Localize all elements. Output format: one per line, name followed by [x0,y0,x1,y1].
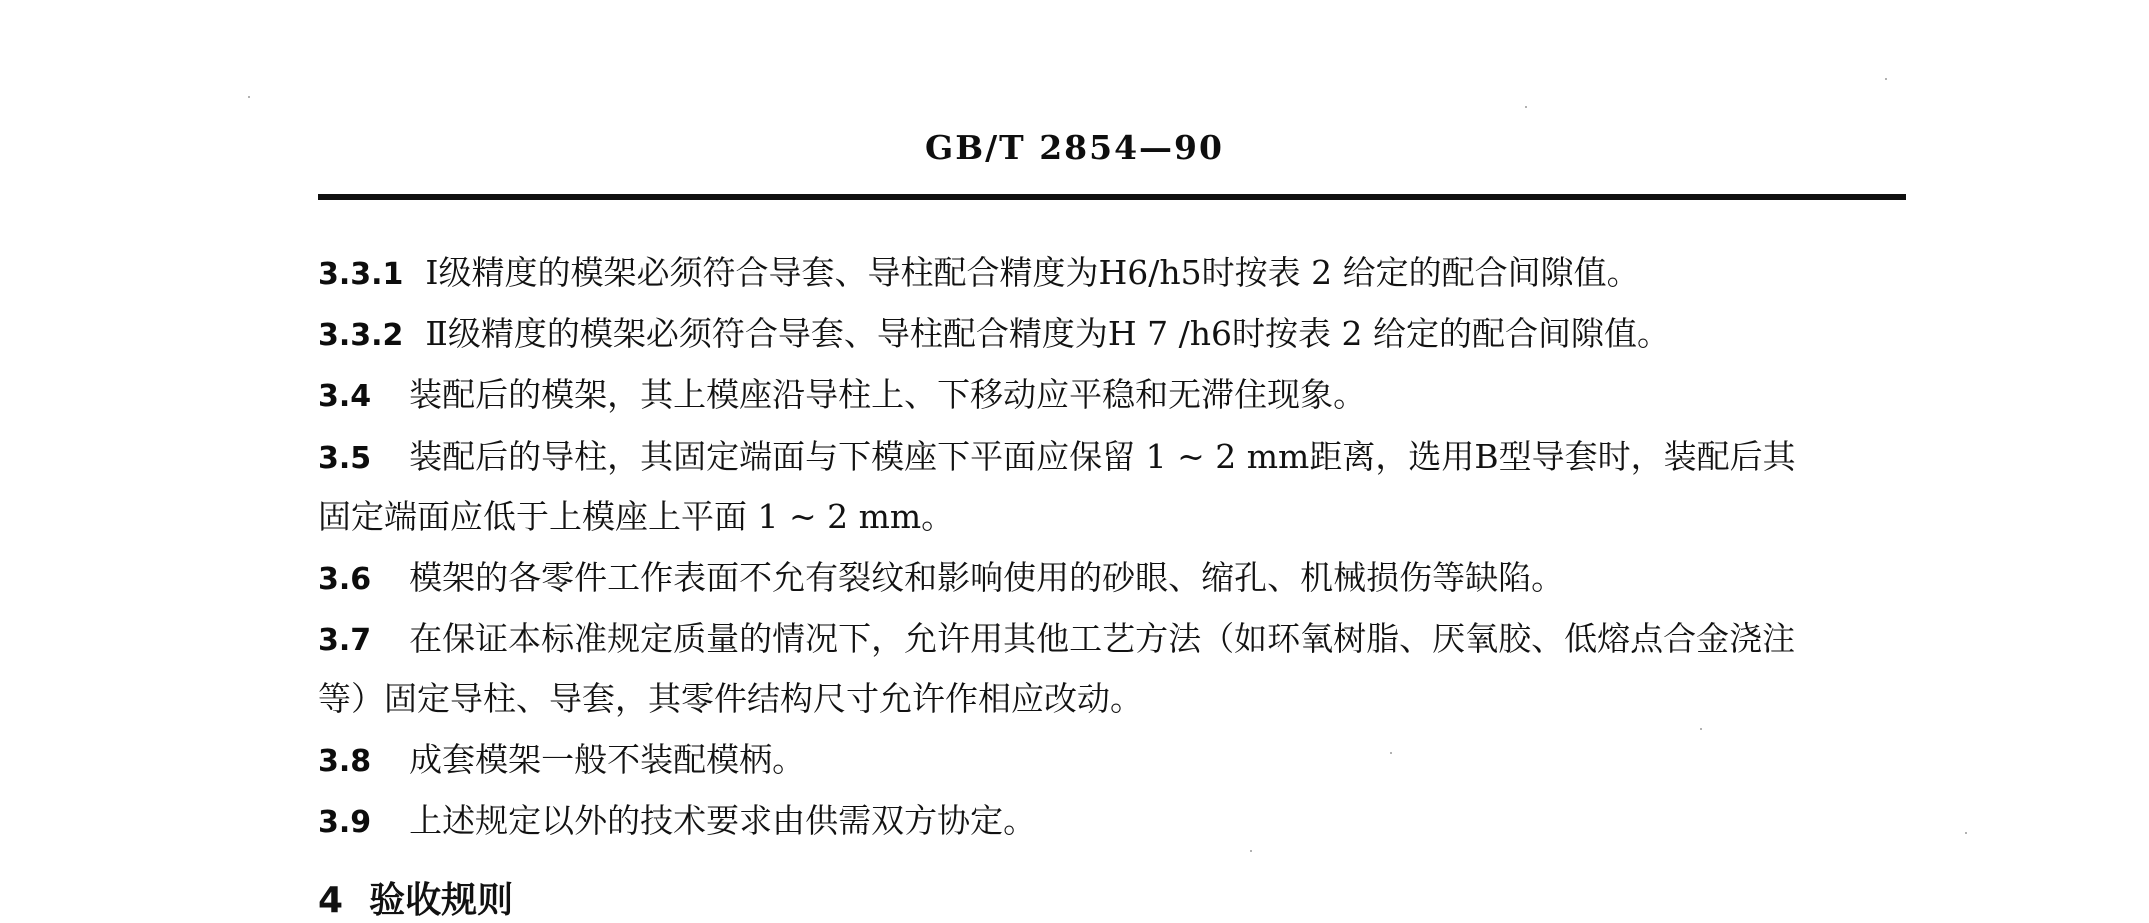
section-heading [318,872,513,923]
clause-number: 3.3.1 [318,257,404,292]
clause-3-5-continuation: 固定端面应低于上模座上平面 1 ~ 2 mm。 [318,497,955,536]
clause-3-5 [318,427,1918,489]
clause-3-7 [318,609,1918,671]
scan-speck [248,96,250,98]
clause-text: Ⅱ级精度的模架必须符合导套、导柱配合精度为H 7 /h6时按表 2 给定的配合间隙值。 [425,314,1670,353]
clause-text: 装配后的模架，其上模座沿导柱上、下移动应平稳和无滞住现象。 [409,375,1367,414]
clause-3-4 [318,365,1918,427]
clause-text: Ⅰ级精度的模架必须符合导套、导柱配合精度为H6/h5时按表 2 给定的配合间隙值。 [425,253,1640,292]
clause-3-6 [318,548,1918,610]
clause-3-3-1 [318,243,1918,305]
section-number: 4 [318,880,344,921]
clause-text: 上述规定以外的技术要求由供需双方协定。 [409,801,1037,840]
scan-speck [1885,78,1887,80]
scan-speck [1390,752,1392,754]
clause-number: 3.6 [318,562,372,597]
section-title: 验收规则 [369,880,514,921]
scan-speck [1700,728,1702,730]
clause-text: 成套模架一般不装配模柄。 [409,740,806,779]
clause-3-3-2 [318,304,1918,366]
clause-3-7-continuation: 等）固定导柱、导套，其零件结构尺寸允许作相应改动。 [318,679,1143,718]
header-rule [318,194,1906,200]
scan-speck [1250,850,1252,852]
clause-3-9 [318,791,1918,853]
clause-text: 模架的各零件工作表面不允有裂纹和影响使用的砂眼、缩孔、机械损伤等缺陷。 [409,558,1565,597]
clause-text: 装配后的导柱，其固定端面与下模座下平面应保留 1 ~ 2 mm距离，选用B型导套时，装配后其 [409,437,1796,476]
clause-number: 3.8 [318,744,372,779]
scan-speck [1965,832,1967,834]
clause-text: 在保证本标准规定质量的情况下，允许用其他工艺方法（如环氧树脂、厌氧胶、低熔点合金浇注 [409,619,1796,658]
standard-code-header: GB/T 2854—90 [925,128,1224,167]
clause-3-8 [318,730,1918,792]
clause-number: 3.5 [318,441,372,476]
scan-speck [1525,106,1527,108]
clause-number: 3.4 [318,379,372,414]
clause-number: 3.3.2 [318,318,404,353]
clause-number: 3.7 [318,623,372,658]
clause-number: 3.9 [318,805,372,840]
